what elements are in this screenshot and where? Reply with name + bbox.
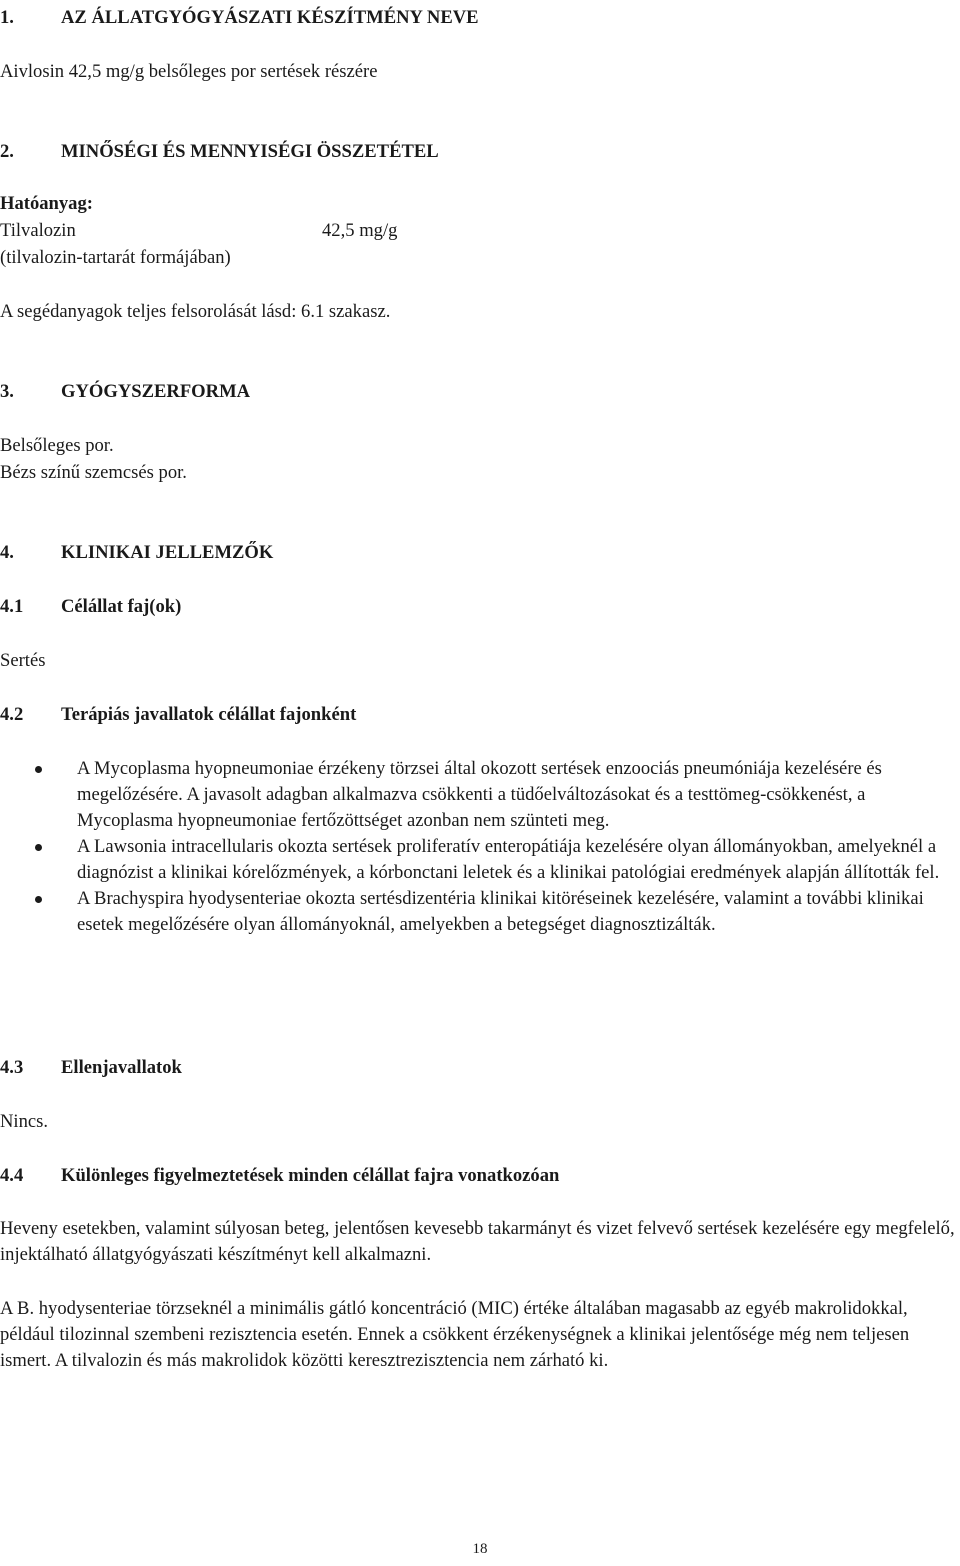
section-3-heading	[0, 379, 250, 405]
section-title: Ellenjavallatok	[61, 1057, 182, 1078]
section-1-heading	[0, 5, 479, 31]
section-4-3-heading	[0, 1055, 182, 1081]
section-number: 4.4	[0, 1165, 24, 1186]
substance-form: (tilvalozin-tartarát formájában)	[0, 247, 231, 268]
page-number: 18	[472, 1541, 488, 1557]
section-title: MINŐSÉGI ÉS MENNYISÉGI ÖSSZETÉTEL	[61, 141, 439, 162]
warnings-paragraph-2: A B. hyodysenteriae törzseknél a minimális gátló koncentráció (MIC) értéke általában magasabb az egyéb makrolidokkal, például tilozinnal szembeni rezisztencia esetén. Ennek a csökkent érzékenységnek a klinikai jelentősége még nem teljesen ismert. A tilvalozin és más makrolidok közötti keresztrezisztencia nem zárható ki.	[0, 1298, 910, 1371]
section-4-heading	[0, 540, 273, 566]
section-number: 3.	[0, 381, 14, 402]
bullet-icon	[35, 766, 42, 773]
bullet-icon	[35, 844, 42, 851]
list-item-text: A Mycoplasma hyopneumoniae érzékeny törzsei által okozott sertések enzoociás pneumóniája kezelésére és megelőzésére. A javasolt adagban alkalmazva csökkenti a tüdőelváltozásokat és a testtömeg-csökkenést, a Mycoplasma hyopneumoniae fertőzöttséget azonban nem szünteti meg.	[77, 758, 882, 831]
section-title: AZ ÁLLATGYÓGYÁSZATI KÉSZÍTMÉNY NEVE	[61, 7, 479, 28]
substance-name: Tilvalozin	[0, 220, 76, 241]
active-substance-label: Hatóanyag:	[0, 193, 93, 214]
substance-row	[0, 218, 500, 244]
warnings-paragraph-1: Heveny esetekben, valamint súlyosan beteg, jelentősen kevesebb takarmányt és vizet felvevő sertések kezelésére egy megfelelő, injektálható állatgyógyászati készítményt kell alkalmazni.	[0, 1218, 955, 1265]
section-number: 4.1	[0, 596, 24, 617]
section-number: 2.	[0, 141, 14, 162]
section-2-heading	[0, 139, 439, 165]
section-4-2-heading	[0, 702, 356, 728]
list-item	[0, 756, 958, 834]
section-number: 4.	[0, 542, 14, 563]
section-number: 4.2	[0, 704, 24, 725]
excipients-note: A segédanyagok teljes felsorolását lásd: 6.1 szakasz.	[0, 301, 391, 322]
list-item	[0, 834, 958, 886]
section-title: GYÓGYSZERFORMA	[61, 381, 251, 402]
section-4-1-heading	[0, 594, 181, 620]
section-4-4-heading	[0, 1163, 559, 1189]
product-name: Aivlosin 42,5 mg/g belsőleges por sertések részére	[0, 61, 378, 82]
substance-amount: 42,5 mg/g	[322, 220, 398, 241]
target-species: Sertés	[0, 650, 46, 671]
indications-list	[0, 756, 958, 938]
list-item	[0, 886, 958, 938]
form-line-1: Belsőleges por.	[0, 435, 114, 456]
section-title: Terápiás javallatok célállat fajonként	[61, 704, 357, 725]
section-title: Különleges figyelmeztetések minden célállat fajra vonatkozóan	[61, 1165, 560, 1186]
section-number: 1.	[0, 7, 14, 28]
bullet-icon	[35, 896, 42, 903]
form-line-2: Bézs színű szemcsés por.	[0, 462, 187, 483]
contraindications-text: Nincs.	[0, 1111, 49, 1132]
list-item-text: A Lawsonia intracellularis okozta sertések proliferatív enteropátiája kezelésére olyan állományokban, amelyeknél a diagnózist a klinikai kórelőzmények, a kórbonctani leletek és a klinikai patológiai eredmények alapján állították fel.	[77, 836, 940, 883]
list-item-text: A Brachyspira hyodysenteriae okozta sertésdizentéria klinikai kitöréseinek kezelésére, valamint a további klinikai esetek megelőzésére olyan állományoknál, amelyekben a betegséget diagnosztizálták.	[77, 888, 924, 935]
section-title: Célállat faj(ok)	[61, 596, 182, 617]
section-title: KLINIKAI JELLEMZŐK	[61, 542, 274, 563]
section-number: 4.3	[0, 1057, 24, 1078]
